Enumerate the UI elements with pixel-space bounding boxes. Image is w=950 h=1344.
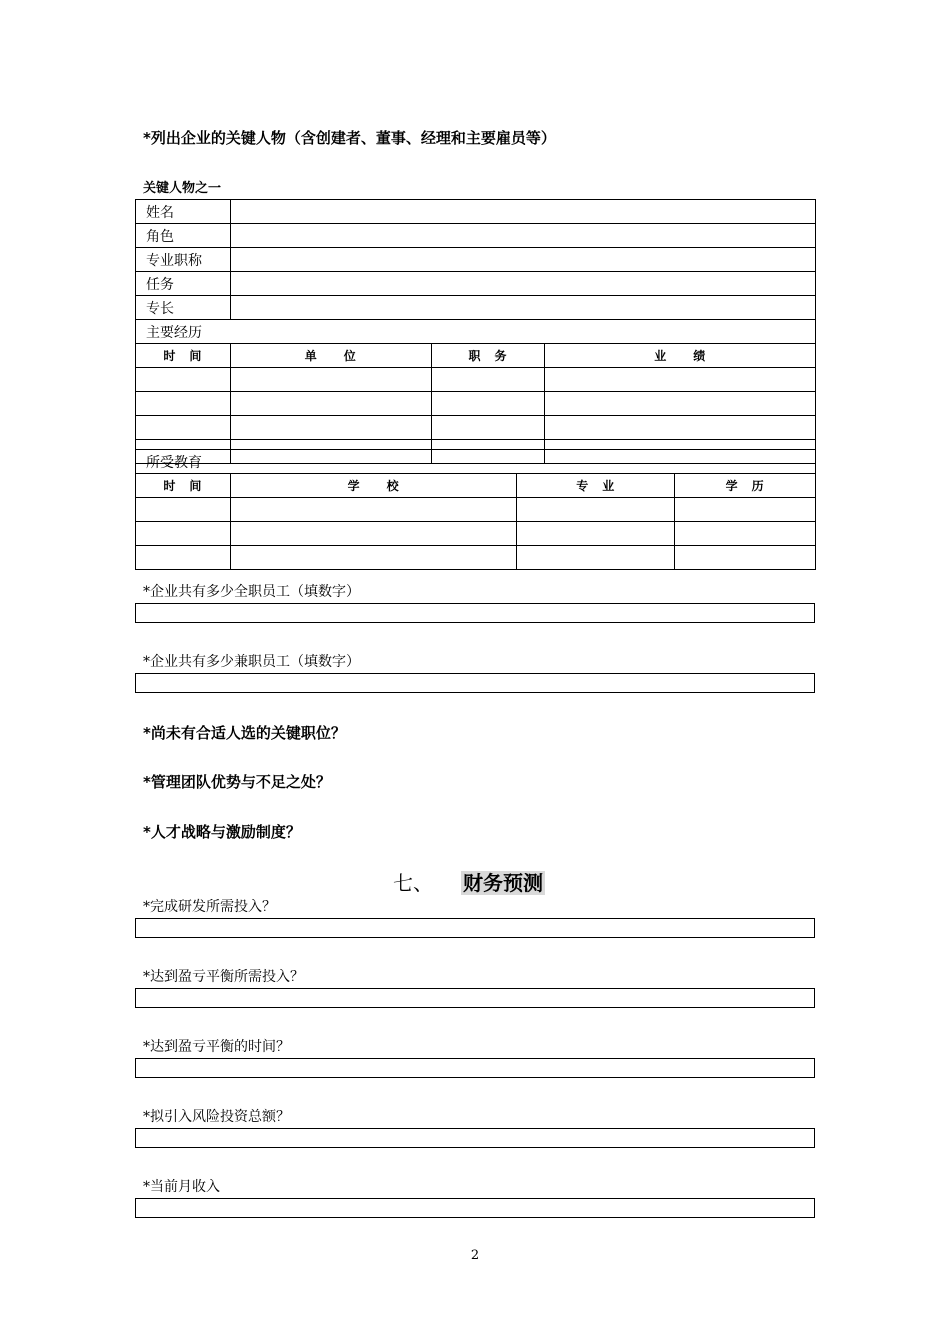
- table-cell[interactable]: [230, 368, 431, 392]
- education-label-row: [136, 450, 816, 474]
- vacant-positions-question: *尚未有合适人选的关键职位？: [143, 724, 346, 742]
- education-row: [136, 522, 816, 546]
- table-cell[interactable]: [517, 546, 675, 570]
- field-row-name: [136, 200, 816, 224]
- column-header: 时 间: [136, 344, 231, 368]
- experience-header-row: [136, 344, 816, 368]
- parttime-input[interactable]: [135, 673, 815, 693]
- field-label: 任务: [136, 272, 231, 296]
- breakeven-time-question: *达到盈亏平衡的时间？: [143, 1039, 290, 1055]
- table-cell[interactable]: [675, 498, 816, 522]
- table-cell[interactable]: [431, 416, 545, 440]
- experience-label: 主要经历: [136, 320, 816, 344]
- table-cell[interactable]: [545, 392, 816, 416]
- section-number: 七、: [393, 871, 433, 895]
- talent-strategy-question: *人才战略与激励制度？: [143, 823, 301, 841]
- breakeven-investment-input[interactable]: [135, 988, 815, 1008]
- role-input[interactable]: [230, 224, 815, 248]
- table-cell[interactable]: [517, 498, 675, 522]
- column-header: 学 校: [230, 474, 517, 498]
- field-row-task: [136, 272, 816, 296]
- table-cell[interactable]: [230, 498, 517, 522]
- table-cell[interactable]: [136, 368, 231, 392]
- experience-row: [136, 416, 816, 440]
- breakeven-time-input[interactable]: [135, 1058, 815, 1078]
- section-heading: [393, 867, 545, 896]
- table-cell[interactable]: [230, 392, 431, 416]
- table-cell[interactable]: [517, 522, 675, 546]
- table-cell[interactable]: [230, 522, 517, 546]
- table-cell[interactable]: [136, 498, 231, 522]
- vc-amount-question: *拟引入风险投资总额？: [143, 1109, 290, 1125]
- table-cell[interactable]: [675, 546, 816, 570]
- education-row: [136, 498, 816, 522]
- breakeven-investment-question: *达到盈亏平衡所需投入？: [143, 969, 304, 985]
- column-header: 业 绩: [545, 344, 816, 368]
- table-cell[interactable]: [136, 392, 231, 416]
- column-header: 学 历: [675, 474, 816, 498]
- fulltime-input[interactable]: [135, 603, 815, 623]
- vc-amount-input[interactable]: [135, 1128, 815, 1148]
- monthly-income-input[interactable]: [135, 1198, 815, 1218]
- table-cell[interactable]: [675, 522, 816, 546]
- field-label: 角色: [136, 224, 231, 248]
- column-header: 单 位: [230, 344, 431, 368]
- table-cell[interactable]: [230, 416, 431, 440]
- rd-investment-input[interactable]: [135, 918, 815, 938]
- table-title: 关键人物之一: [143, 181, 222, 196]
- key-people-heading: *列出企业的关键人物（含创建者、董事、经理和主要雇员等）: [143, 129, 556, 147]
- key-person-table: [135, 199, 816, 464]
- fulltime-question: *企业共有多少全职员工（填数字）: [143, 584, 360, 600]
- column-header: 职 务: [431, 344, 545, 368]
- table-cell[interactable]: [230, 546, 517, 570]
- rd-investment-question: *完成研发所需投入？: [143, 899, 276, 915]
- specialty-input[interactable]: [230, 296, 815, 320]
- page-number: 2: [470, 1248, 480, 1263]
- table-cell[interactable]: [136, 522, 231, 546]
- table-cell[interactable]: [136, 546, 231, 570]
- field-label: 姓名: [136, 200, 231, 224]
- column-header: 专 业: [517, 474, 675, 498]
- table-cell[interactable]: [545, 368, 816, 392]
- field-row-role: [136, 224, 816, 248]
- monthly-income-question: *当前月收入: [143, 1179, 220, 1195]
- table-cell[interactable]: [431, 368, 545, 392]
- experience-row: [136, 392, 816, 416]
- field-row-specialty: [136, 296, 816, 320]
- table-cell[interactable]: [545, 416, 816, 440]
- table-cell[interactable]: [431, 392, 545, 416]
- field-row-title: [136, 248, 816, 272]
- education-label: 所受教育: [136, 450, 816, 474]
- professional-title-input[interactable]: [230, 248, 815, 272]
- experience-label-row: [136, 320, 816, 344]
- section-title: 财务预测: [463, 871, 543, 895]
- team-strengths-question: *管理团队优势与不足之处？: [143, 773, 331, 791]
- task-input[interactable]: [230, 272, 815, 296]
- education-row: [136, 546, 816, 570]
- experience-row: [136, 368, 816, 392]
- name-input[interactable]: [230, 200, 815, 224]
- column-header: 时 间: [136, 474, 231, 498]
- education-header-row: [136, 474, 816, 498]
- education-table: [135, 449, 816, 570]
- parttime-question: *企业共有多少兼职员工（填数字）: [143, 654, 360, 670]
- table-cell[interactable]: [136, 416, 231, 440]
- field-label: 专长: [136, 296, 231, 320]
- field-label: 专业职称: [136, 248, 231, 272]
